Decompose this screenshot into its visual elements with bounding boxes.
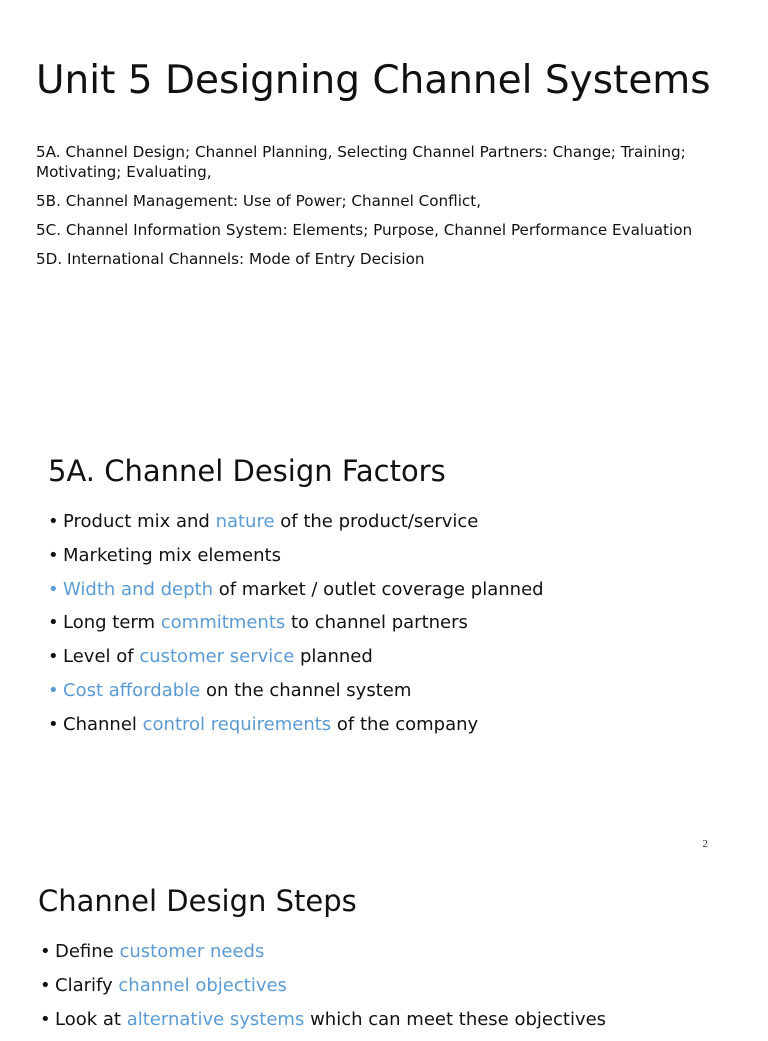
item-text: of the company	[331, 713, 479, 735]
highlight-text: Cost affordable	[63, 679, 201, 701]
slide-unit-5-overview	[0, 0, 768, 400]
topic-item-5a: 5A. Channel Design; Channel Planning, Selecting Channel Partners: Change; Training; Motivating; Evaluating,	[36, 143, 686, 181]
factor-list	[48, 510, 544, 747]
bullet-icon: •	[40, 974, 51, 996]
bullet-icon: •	[48, 713, 59, 735]
list-item	[48, 713, 544, 737]
item-text: of the product/service	[274, 511, 479, 532]
item-text: Channel	[63, 713, 143, 735]
highlight-text: alternative systems	[126, 1008, 305, 1030]
list-item	[48, 544, 544, 568]
item-text: Look at	[55, 1008, 127, 1030]
bullet-icon: •	[40, 1008, 51, 1030]
list-item	[48, 645, 544, 669]
topic-item-5b: 5B. Channel Management: Use of Power; Channel Conflict,	[36, 192, 482, 210]
highlight-text: customer service	[139, 646, 295, 668]
list-item	[48, 611, 544, 635]
highlight-text: customer needs	[119, 941, 265, 962]
bullet-icon: •	[40, 941, 51, 962]
bullet-icon: •	[48, 646, 59, 668]
list-item	[40, 974, 606, 998]
item-text: planned	[294, 646, 373, 668]
list-item	[40, 1008, 606, 1032]
item-text: Clarify	[55, 974, 119, 996]
item-text: Long term	[63, 612, 161, 634]
bullet-icon: •	[48, 544, 59, 566]
bullet-icon: •	[48, 511, 59, 532]
topic-item-5d: 5D. International Channels: Mode of Entry Decision	[36, 250, 425, 268]
topic-list	[36, 142, 726, 278]
item-text: Level of	[63, 646, 140, 668]
item-text: to channel partners	[285, 612, 468, 634]
item-text: on the channel system	[200, 679, 412, 701]
highlight-text: commitments	[160, 612, 286, 634]
page-number: 2	[702, 838, 708, 850]
slide-channel-design-factors	[0, 400, 768, 860]
item-text: Define	[55, 941, 120, 962]
highlight-text: Width and depth	[63, 578, 213, 600]
slide-title: 5A. Channel Design Factors	[48, 454, 446, 488]
item-text: of market / outlet coverage planned	[213, 578, 544, 600]
highlight-text: channel objectives	[118, 974, 287, 996]
bullet-icon: •	[48, 612, 59, 634]
slide-title: Channel Design Steps	[38, 884, 357, 918]
highlight-text: control requirements	[142, 713, 332, 735]
list-item	[48, 679, 544, 703]
list-item	[48, 578, 544, 602]
list-item	[40, 940, 606, 964]
bullet-icon: •	[48, 578, 59, 600]
topic-item-5c: 5C. Channel Information System: Elements; Purpose, Channel Performance Evaluation	[36, 221, 693, 239]
slide-title: Unit 5 Designing Channel Systems	[36, 58, 711, 103]
steps-list	[40, 940, 606, 1041]
bullet-icon: •	[48, 679, 59, 701]
list-item	[48, 510, 544, 534]
item-text: Marketing mix elements	[63, 544, 281, 566]
highlight-text: nature	[215, 511, 275, 532]
item-text: which can meet these objectives	[304, 1008, 607, 1030]
item-text: Product mix and	[63, 511, 216, 532]
slide-channel-design-steps	[0, 860, 768, 1030]
